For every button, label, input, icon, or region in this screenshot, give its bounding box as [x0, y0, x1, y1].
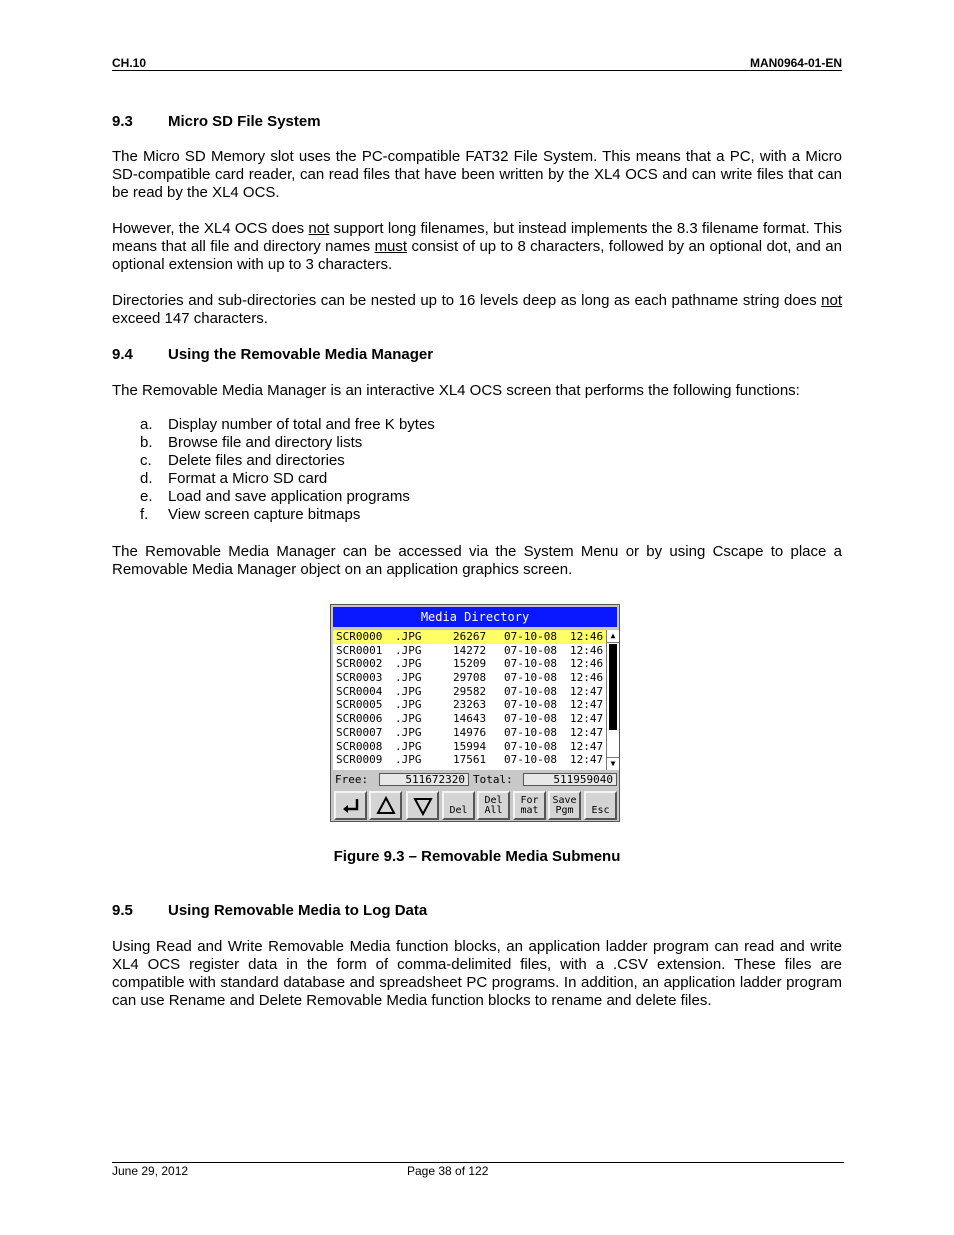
figure-caption: Figure 9.3 – Removable Media Submenu: [333, 848, 621, 865]
paragraph-rmm-access: The Removable Media Manager can be accessed via the System Menu or by using Cscape to place a Removable Media Manager object on an application graphics screen.: [112, 543, 842, 578]
free-value: 511672320: [379, 773, 469, 786]
total-label: Total:: [473, 773, 513, 786]
button-bar: [334, 791, 618, 821]
list-item: f. View screen capture bitmaps: [140, 506, 361, 523]
section-title: Using the Removable Media Manager: [168, 346, 434, 363]
escape-button[interactable]: Esc: [584, 791, 617, 820]
paragraph-fat32: The Micro SD Memory slot uses the PC-compatible FAT32 File System. This means that a PC, with a Micro SD-compatible card reader, can read files that have been written by the XL4 OCS and can write files that can be read by the XL4 OCS.: [112, 148, 842, 201]
footer-date: June 29, 2012: [112, 1164, 189, 1178]
down-triangle-icon: [413, 796, 433, 816]
paragraph-directories: Directories and sub-directories can be nested up to 16 levels deep as long as each pathname string does not exceed 147 characters.: [112, 292, 842, 327]
up-triangle-icon: [376, 796, 396, 816]
list-item: b. Browse file and directory lists: [140, 434, 363, 451]
paragraph-rmm-intro: The Removable Media Manager is an interactive XL4 OCS screen that performs the following functions:: [112, 382, 800, 399]
save-program-button[interactable]: Save Pgm: [548, 791, 581, 820]
section-heading-9-5: [112, 902, 427, 919]
list-item: e. Load and save application programs: [140, 488, 410, 505]
total-value: 511959040: [523, 773, 617, 786]
enter-arrow-icon: [341, 796, 361, 816]
header-rule: [112, 70, 842, 71]
header-chapter: CH.10: [112, 56, 147, 70]
file-row[interactable]: SCR0006 .JPG 14643 07-10-08 12:47: [336, 712, 604, 726]
enter-button[interactable]: [334, 791, 367, 820]
delete-button[interactable]: Del: [442, 791, 475, 820]
section-heading-9-4: [112, 346, 433, 363]
delete-all-button[interactable]: Del All: [477, 791, 510, 820]
section-number: 9.4: [112, 346, 133, 363]
free-label: Free:: [335, 773, 369, 786]
footer-page-number: Page 38 of 122: [407, 1164, 489, 1178]
list-item: c. Delete files and directories: [140, 452, 345, 469]
list-item: d. Format a Micro SD card: [140, 470, 328, 487]
up-button[interactable]: [369, 791, 402, 820]
file-row[interactable]: SCR0004 .JPG 29582 07-10-08 12:47: [336, 684, 604, 698]
scroll-thumb[interactable]: [609, 644, 617, 730]
file-row[interactable]: SCR0007 .JPG 14976 07-10-08 12:47: [336, 725, 604, 739]
file-row[interactable]: SCR0001 .JPG 14272 07-10-08 12:46: [336, 643, 604, 657]
screen-title: Media Directory: [333, 607, 617, 627]
section-heading-9-3: [112, 113, 321, 130]
file-list-scrollbar[interactable]: [606, 630, 619, 770]
paragraph-logging: Using Read and Write Removable Media function blocks, an application ladder program can read and write XL4 OCS register data in the form of comma-delimited files, with a .CSV extension. These files are compatible with standard database and spreadsheet PC programs. In addition, an application ladder program can use Rename and Delete Removable Media function blocks to rename and delete files.: [112, 938, 842, 1009]
space-status: [333, 772, 617, 788]
format-button[interactable]: For mat: [513, 791, 546, 820]
file-row[interactable]: SCR0008 .JPG 15994 07-10-08 12:47: [336, 739, 604, 753]
file-row[interactable]: SCR0009 .JPG 17561 07-10-08 12:47: [336, 753, 604, 767]
scroll-down-arrow-icon[interactable]: ▼: [607, 757, 619, 770]
section-title: Using Removable Media to Log Data: [168, 902, 428, 919]
function-list: [140, 416, 435, 524]
file-row[interactable]: SCR0005 .JPG 23263 07-10-08 12:47: [336, 698, 604, 712]
file-row[interactable]: SCR0003 .JPG 29708 07-10-08 12:46: [336, 671, 604, 685]
paragraph-filenames: However, the XL4 OCS does not support long filenames, but instead implements the 8.3 filename format. This means that all file and directory names must consist of up to 8 characters, followed by an optional dot, and an optional extension with up to 3 characters.: [112, 220, 842, 273]
scroll-up-arrow-icon[interactable]: ▲: [607, 630, 619, 643]
file-list: [333, 630, 606, 770]
section-title: Micro SD File System: [168, 113, 321, 130]
file-row-selected[interactable]: SCR0000 .JPG 26267 07-10-08 12:46: [333, 630, 606, 644]
down-button[interactable]: [406, 791, 439, 820]
footer-rule: [112, 1162, 844, 1163]
list-item: a. Display number of total and free K bytes: [140, 416, 435, 433]
section-number: 9.3: [112, 113, 133, 130]
section-number: 9.5: [112, 902, 133, 919]
header-doc-id: MAN0964-01-EN: [749, 56, 842, 70]
file-row[interactable]: SCR0002 .JPG 15209 07-10-08 12:46: [336, 657, 604, 671]
media-directory-screen: [330, 604, 620, 822]
